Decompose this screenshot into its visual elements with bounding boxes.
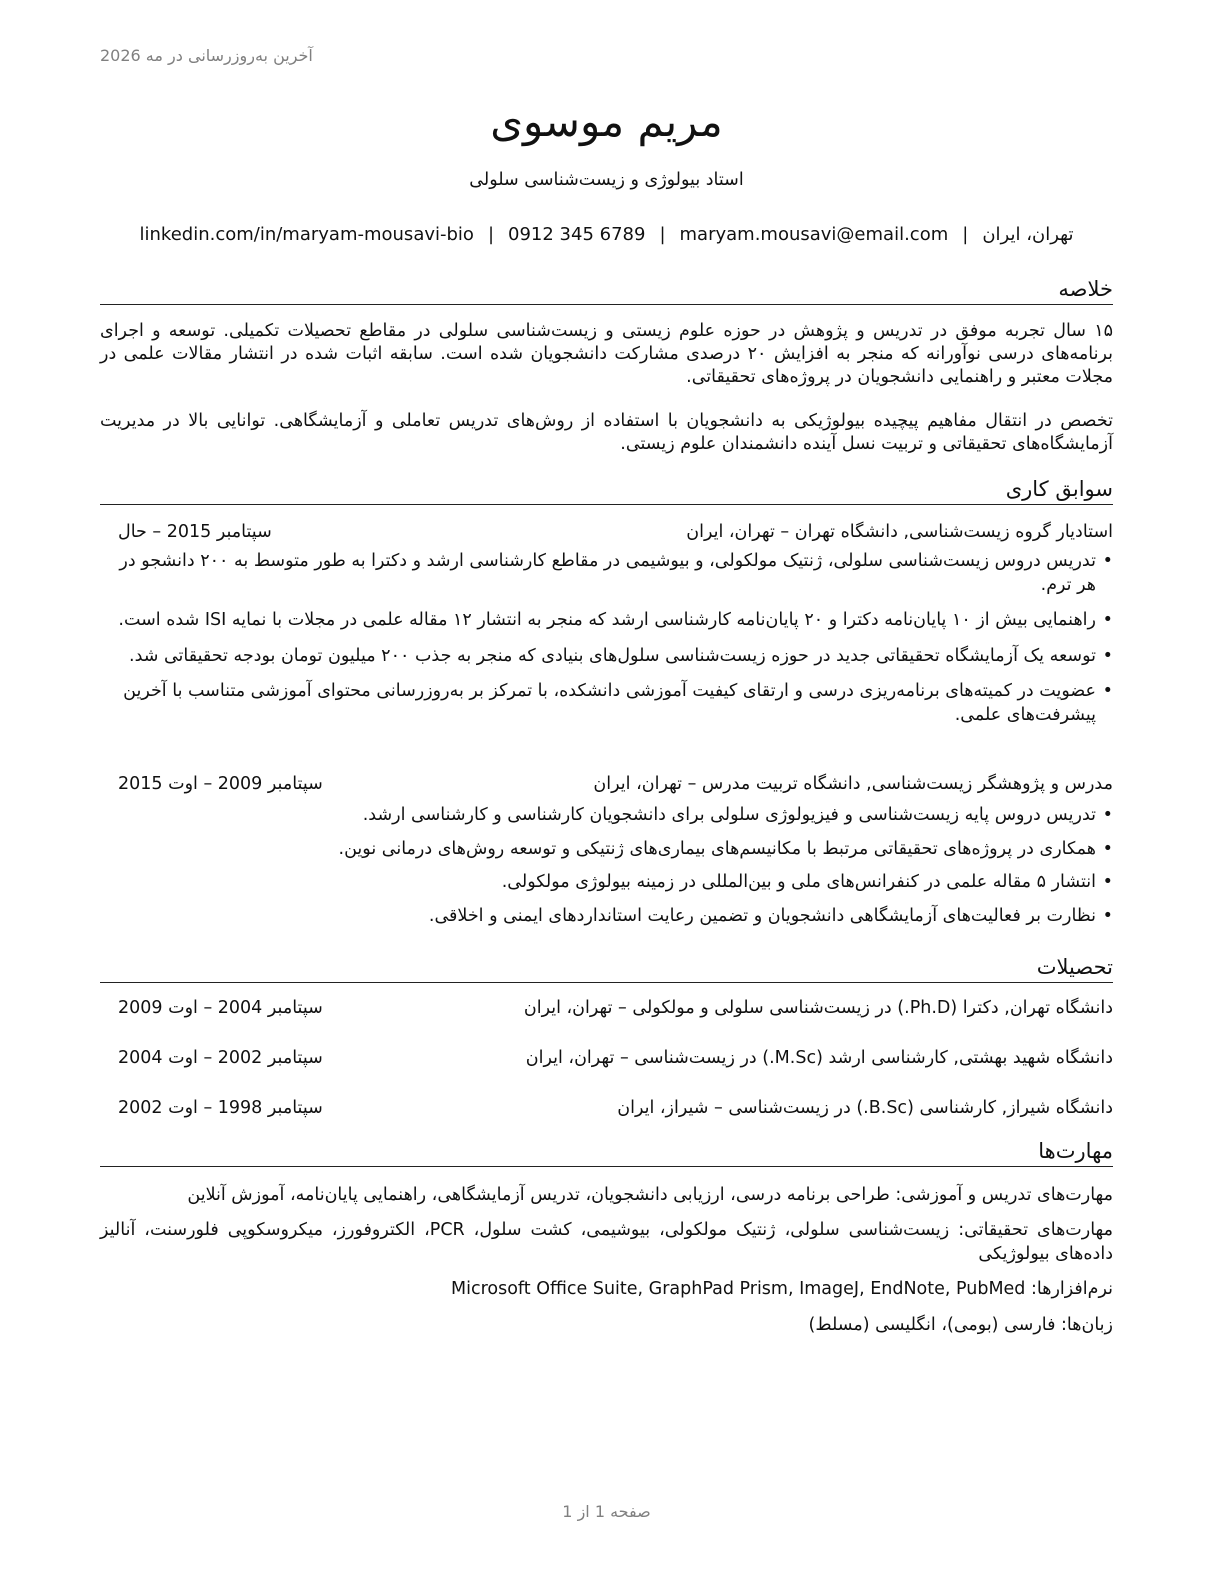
summary-paragraph: ۱۵ سال تجربه موفق در تدریس و پژوهش در حوزه علوم زیستی و زیست‌شناسی سلولی در مقاطع تحصیلات تکمیلی. توسعه و اجرای برنامه‌های درسی نوآورانه که منجر به افزایش ۲۰ درصدی مشارکت دانشجویان شده است. سابقه اثبات شده در انتشار مقالات علمی در مجلات معتبر و راهنمایی دانشجویان در پروژه‌های تحقیقاتی. [100, 321, 1113, 387]
contact-email[interactable]: maryam.mousavi@email.com [679, 224, 949, 245]
skill-line: نرم‌افزارها: Microsoft Office Suite, GraphPad Prism, ImageJ, EndNote, PubMed [451, 1279, 1113, 1299]
job-bullet: • تدریس دروس زیست‌شناسی سلولی، ژنتیک مولکولی، و بیوشیمی در مقاطع کارشناسی ارشد و دکترا به طور متوسط به ۲۰۰ دانشجو در هر ترم. [100, 550, 1113, 597]
job-dates: سپتامبر 2015 – حال [118, 522, 272, 542]
job-bullet: • تدریس دروس پایه زیست‌شناسی و فیزیولوژی سلولی برای دانشجویان کارشناسی و کارشناسی ارشد. [100, 804, 1113, 828]
job-bullet: • انتشار ۵ مقاله علمی در کنفرانس‌های ملی و بین‌المللی در زمینه بیولوژی مولکولی. [100, 871, 1113, 895]
job-role: مدرس و پژوهشگر زیست‌شناسی, دانشگاه تربیت مدرس – تهران، ایران [593, 774, 1113, 794]
job-bullet: • همکاری در پروژه‌های تحقیقاتی مرتبط با مکانیسم‌های بیماری‌های ژنتیکی و توسعه روش‌های درمانی نوین. [100, 838, 1113, 862]
experience-heading: سوابق کاری [100, 476, 1113, 505]
education-dates: سپتامبر 2004 – اوت 2009 [118, 998, 323, 1018]
job-role: استادیار گروه زیست‌شناسی, دانشگاه تهران – تهران، ایران [686, 522, 1113, 542]
education-degree: دانشگاه تهران, دکترا (Ph.D.) در زیست‌شناسی سلولی و مولکولی – تهران، ایران [523, 998, 1113, 1018]
skill-line: مهارت‌های تحقیقاتی: زیست‌شناسی سلولی، ژنتیک مولکولی، بیوشیمی، کشت سلول، PCR، الکتروفورز، میکروسکوپی فلورسنت، آنالیز داده‌های بیولوژیکی [100, 1220, 1113, 1264]
job-dates: سپتامبر 2009 – اوت 2015 [118, 774, 323, 794]
skills-heading: مهارت‌ها [100, 1138, 1113, 1167]
job-bullets [100, 804, 1113, 928]
contact-separator: | [659, 224, 666, 245]
job-bullet: • راهنمایی بیش از ۱۰ پایان‌نامه دکترا و ۲۰ پایان‌نامه کارشناسی ارشد که منجر به انتشار ۱۲ مقاله علمی در مجلات با نمایه ISI شده است. [100, 609, 1113, 633]
job-bullet: • توسعه یک آزمایشگاه تحقیقاتی جدید در حوزه زیست‌شناسی سلول‌های بنیادی که منجر به جذب ۲۰۰ میلیون تومان بودجه تحقیقاتی شد. [100, 645, 1113, 669]
contact-location: تهران، ایران [982, 224, 1074, 245]
summary-paragraph: تخصص در انتقال مفاهیم پیچیده بیولوژیکی به دانشجویان با استفاده از روش‌های تدریس تعاملی و آزمایشگاهی. توانایی بالا در مدیریت آزمایشگاه‌های تحقیقاتی و تربیت نسل آینده دانشمندان علوم زیستی. [100, 411, 1113, 454]
person-name: مریم موسوی [490, 97, 723, 146]
contact-line [100, 224, 1113, 245]
contact-phone[interactable]: 0912 345 6789 [508, 224, 646, 245]
skill-line: مهارت‌های تدریس و آموزشی: طراحی برنامه درسی، ارزیابی دانشجویان، تدریس آزمایشگاهی، راهنمایی پایان‌نامه، آموزش آنلاین [187, 1185, 1113, 1205]
last-updated-note: آخرین به‌روزرسانی در مه 2026 [100, 46, 313, 65]
resume-page [100, 0, 1113, 1584]
education-degree: دانشگاه شهید بهشتی, کارشناسی ارشد (M.Sc.) در زیست‌شناسی – تهران، ایران [525, 1048, 1113, 1068]
job-bullet: • عضویت در کمیته‌های برنامه‌ریزی درسی و ارتقای کیفیت آموزشی دانشکده، با تمرکز بر به‌روزرسانی محتوای آموزشی متناسب با آخرین پیشرفت‌های علمی. [100, 680, 1113, 727]
contact-separator: | [487, 224, 495, 245]
education-dates: سپتامبر 2002 – اوت 2004 [118, 1048, 323, 1068]
education-heading: تحصیلات [100, 954, 1113, 983]
contact-linkedin[interactable]: linkedin.com/in/maryam-mousavi-bio [139, 224, 474, 245]
contact-separator: | [962, 224, 969, 245]
job-title: استاد بیولوژی و زیست‌شناسی سلولی [469, 170, 744, 190]
job-bullets [100, 550, 1113, 727]
education-dates: سپتامبر 1998 – اوت 2002 [118, 1098, 323, 1118]
summary-heading: خلاصه [100, 276, 1113, 305]
skill-line: زبان‌ها: فارسی (بومی)، انگلیسی (مسلط) [808, 1315, 1113, 1335]
page-number: صفحه 1 از 1 [562, 1502, 651, 1521]
job-bullet: • نظارت بر فعالیت‌های آزمایشگاهی دانشجویان و تضمین رعایت استانداردهای ایمنی و اخلاقی. [100, 905, 1113, 929]
education-degree: دانشگاه شیراز, کارشناسی (B.Sc.) در زیست‌شناسی – شیراز، ایران [617, 1098, 1113, 1118]
